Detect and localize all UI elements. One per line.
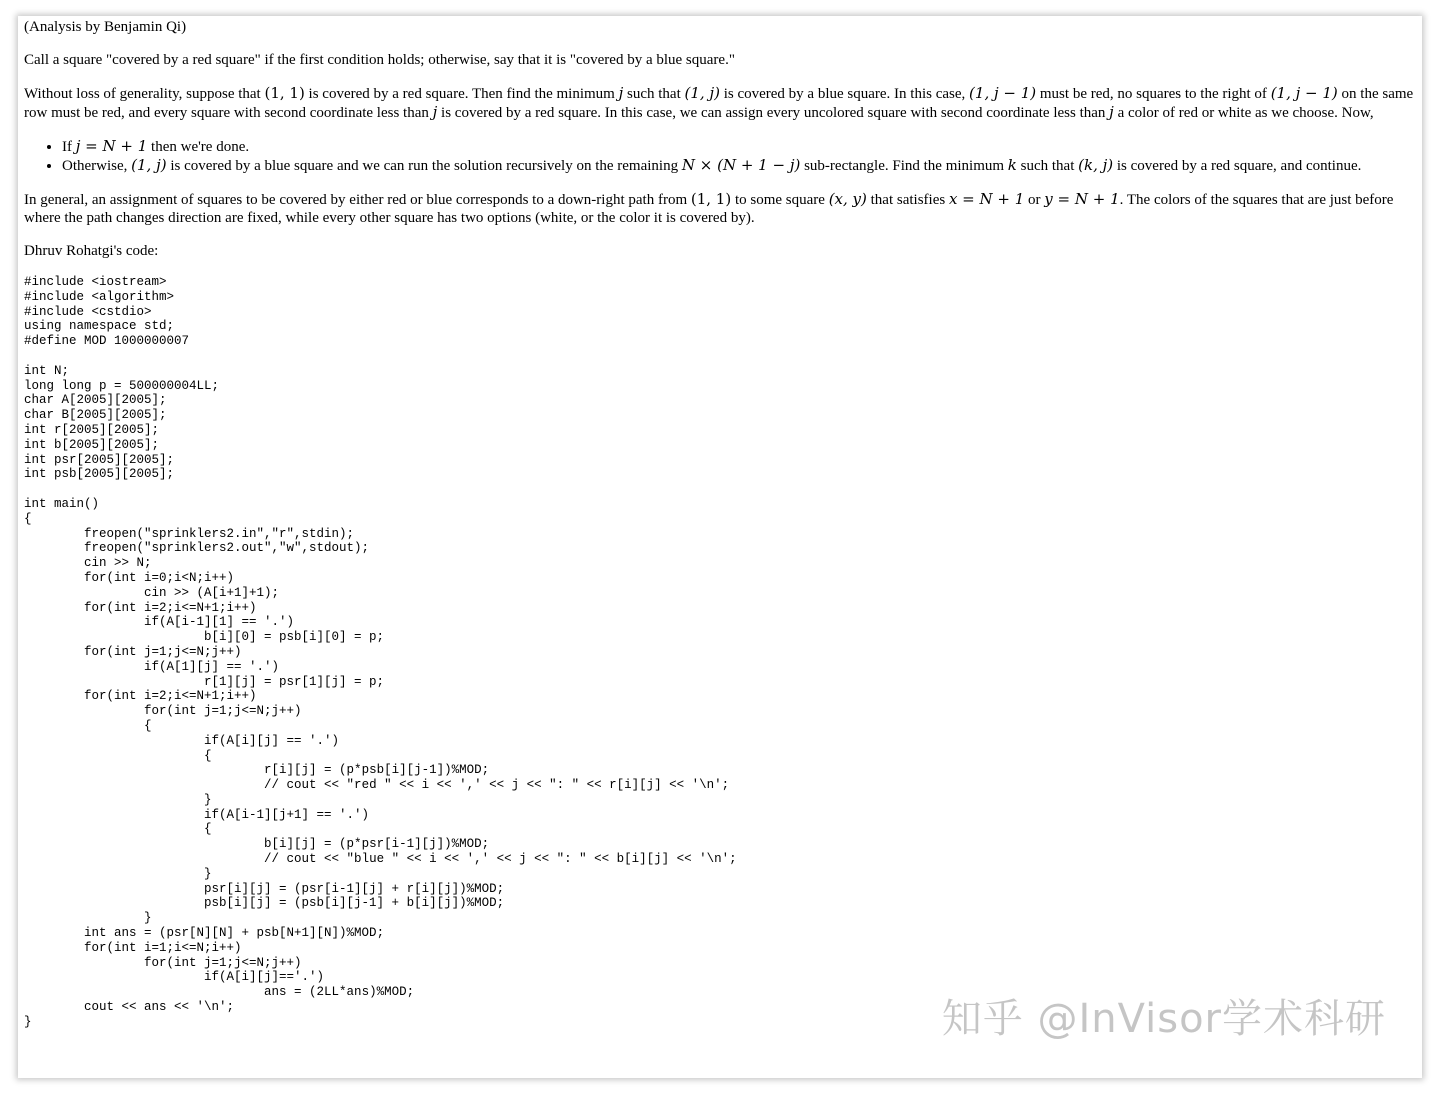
- math-inline: (k, j): [1078, 156, 1114, 174]
- math-inline: (1, j − 1): [1270, 84, 1338, 102]
- math-inline: j: [1109, 103, 1114, 121]
- paragraph-definition: Call a square "covered by a red square" if the first condition holds; otherwise, say that it is "covered by a blue square.": [24, 52, 735, 68]
- code-block: #include <iostream> #include <algorithm> #include <cstdio> using namespace std; #define MOD 1000000007 int N; long long p = 500000004LL; char A[2005][2005]; char B[2005][2005]; int r[2005][2005]; int b[2005][2005]; int psr[2005][2005]; int psb[2005][2005]; int main() { freopen("sprinklers2.in","r",stdin); freopen("sprinklers2.out","w",stdout); cin >> N; for(int i=0;i<N;i++) cin >> (A[i+1]+1); for(int i=2;i<=N+1;i++) if(A[i-1][1] == '.') b[i][0] = psb[i][0] = p; for(int j=1;j<=N;j++) if(A[1][j] == '.') r[1][j] = psr[1][j] = p; for(int i=2;i<=N+1;i++) for(int j=1;j<=N;j++) { if(A[i][j] == '.') { r[i][j] = (p*psb[i][j-1])%MOD; // cout << "red " << i << ',' << j << ": " << r[i][j] << '\n'; } if(A[i-1][j+1] == '.') { b[i][j] = (p*psr[i-1][j])%MOD; // cout << "blue " << i << ',' << j << ": " << b[i][j] << '\n'; } psr[i][j] = (psr[i-1][j] + r[i][j])%MOD; psb[i][j] = (psb[i][j-1] + b[i][j])%MOD; } int ans = (psr[N][N] + psb[N+1][N])%MOD; for(int i=1;i<=N;i++) for(int j=1;j<=N;j++) if(A[i][j]=='.') ans = (2LL*ans)%MOD; cout << ans << '\n'; }: [24, 275, 737, 1029]
- analysis-credit: (Analysis by Benjamin Qi): [24, 19, 187, 35]
- math-inline: (1, 1): [264, 84, 305, 102]
- list-item: • Otherwise, (1, j) is covered by a blue square and we can run the solution recursively on the remaining N × (N + 1 − j) sub-rectangle. Find the minimum k such that (k, j) is covered by a red square, and continue.: [62, 156, 1422, 175]
- watermark: 知乎 @InVisor学术科研: [941, 996, 1386, 1042]
- math-inline: y = N + 1: [1044, 190, 1120, 208]
- paragraph-wlog: Without loss of generality, suppose that (1, 1) is covered by a red square. Then find the minimum j such that (1, j) is covered by a blue square. In this case, (1, j − 1) must be red, no squares to the right of (1, j − 1) on the same row must be red, and every square with second coordinate less than j is covered by a red square. In this case, we can assign every uncolored square with second coordinate less than j a color of red or white as we choose. Now,: [24, 84, 1414, 121]
- document-page: [18, 16, 1422, 1078]
- case-list: [24, 137, 1422, 175]
- paragraph-general: In general, an assignment of squares to be covered by either red or blue corresponds to a down-right path from (1, 1) to some square (x, y) that satisfies x = N + 1 or y = N + 1. The colors of the squares that are just before where the path changes direction are fixed, while every other square has two options (white, or the color it is covered by).: [24, 190, 1394, 226]
- math-inline: j: [618, 84, 624, 102]
- code-label: Dhruv Rohatgi's code:: [24, 243, 159, 259]
- math-inline: x = N + 1: [948, 190, 1025, 208]
- math-inline: (x, y): [828, 190, 867, 208]
- math-inline: (1, j): [131, 156, 167, 174]
- math-inline: j = N + 1: [75, 137, 148, 155]
- document-content: [24, 18, 1422, 1030]
- math-inline: (1, j): [684, 84, 720, 102]
- math-inline: k: [1007, 156, 1017, 174]
- math-inline: N × (N + 1 − j): [681, 156, 801, 174]
- math-inline: (1, 1): [690, 190, 732, 208]
- math-inline: j: [432, 103, 438, 121]
- math-inline: (1, j − 1): [969, 84, 1037, 102]
- list-item: • If j = N + 1 then we're done.: [62, 137, 1422, 156]
